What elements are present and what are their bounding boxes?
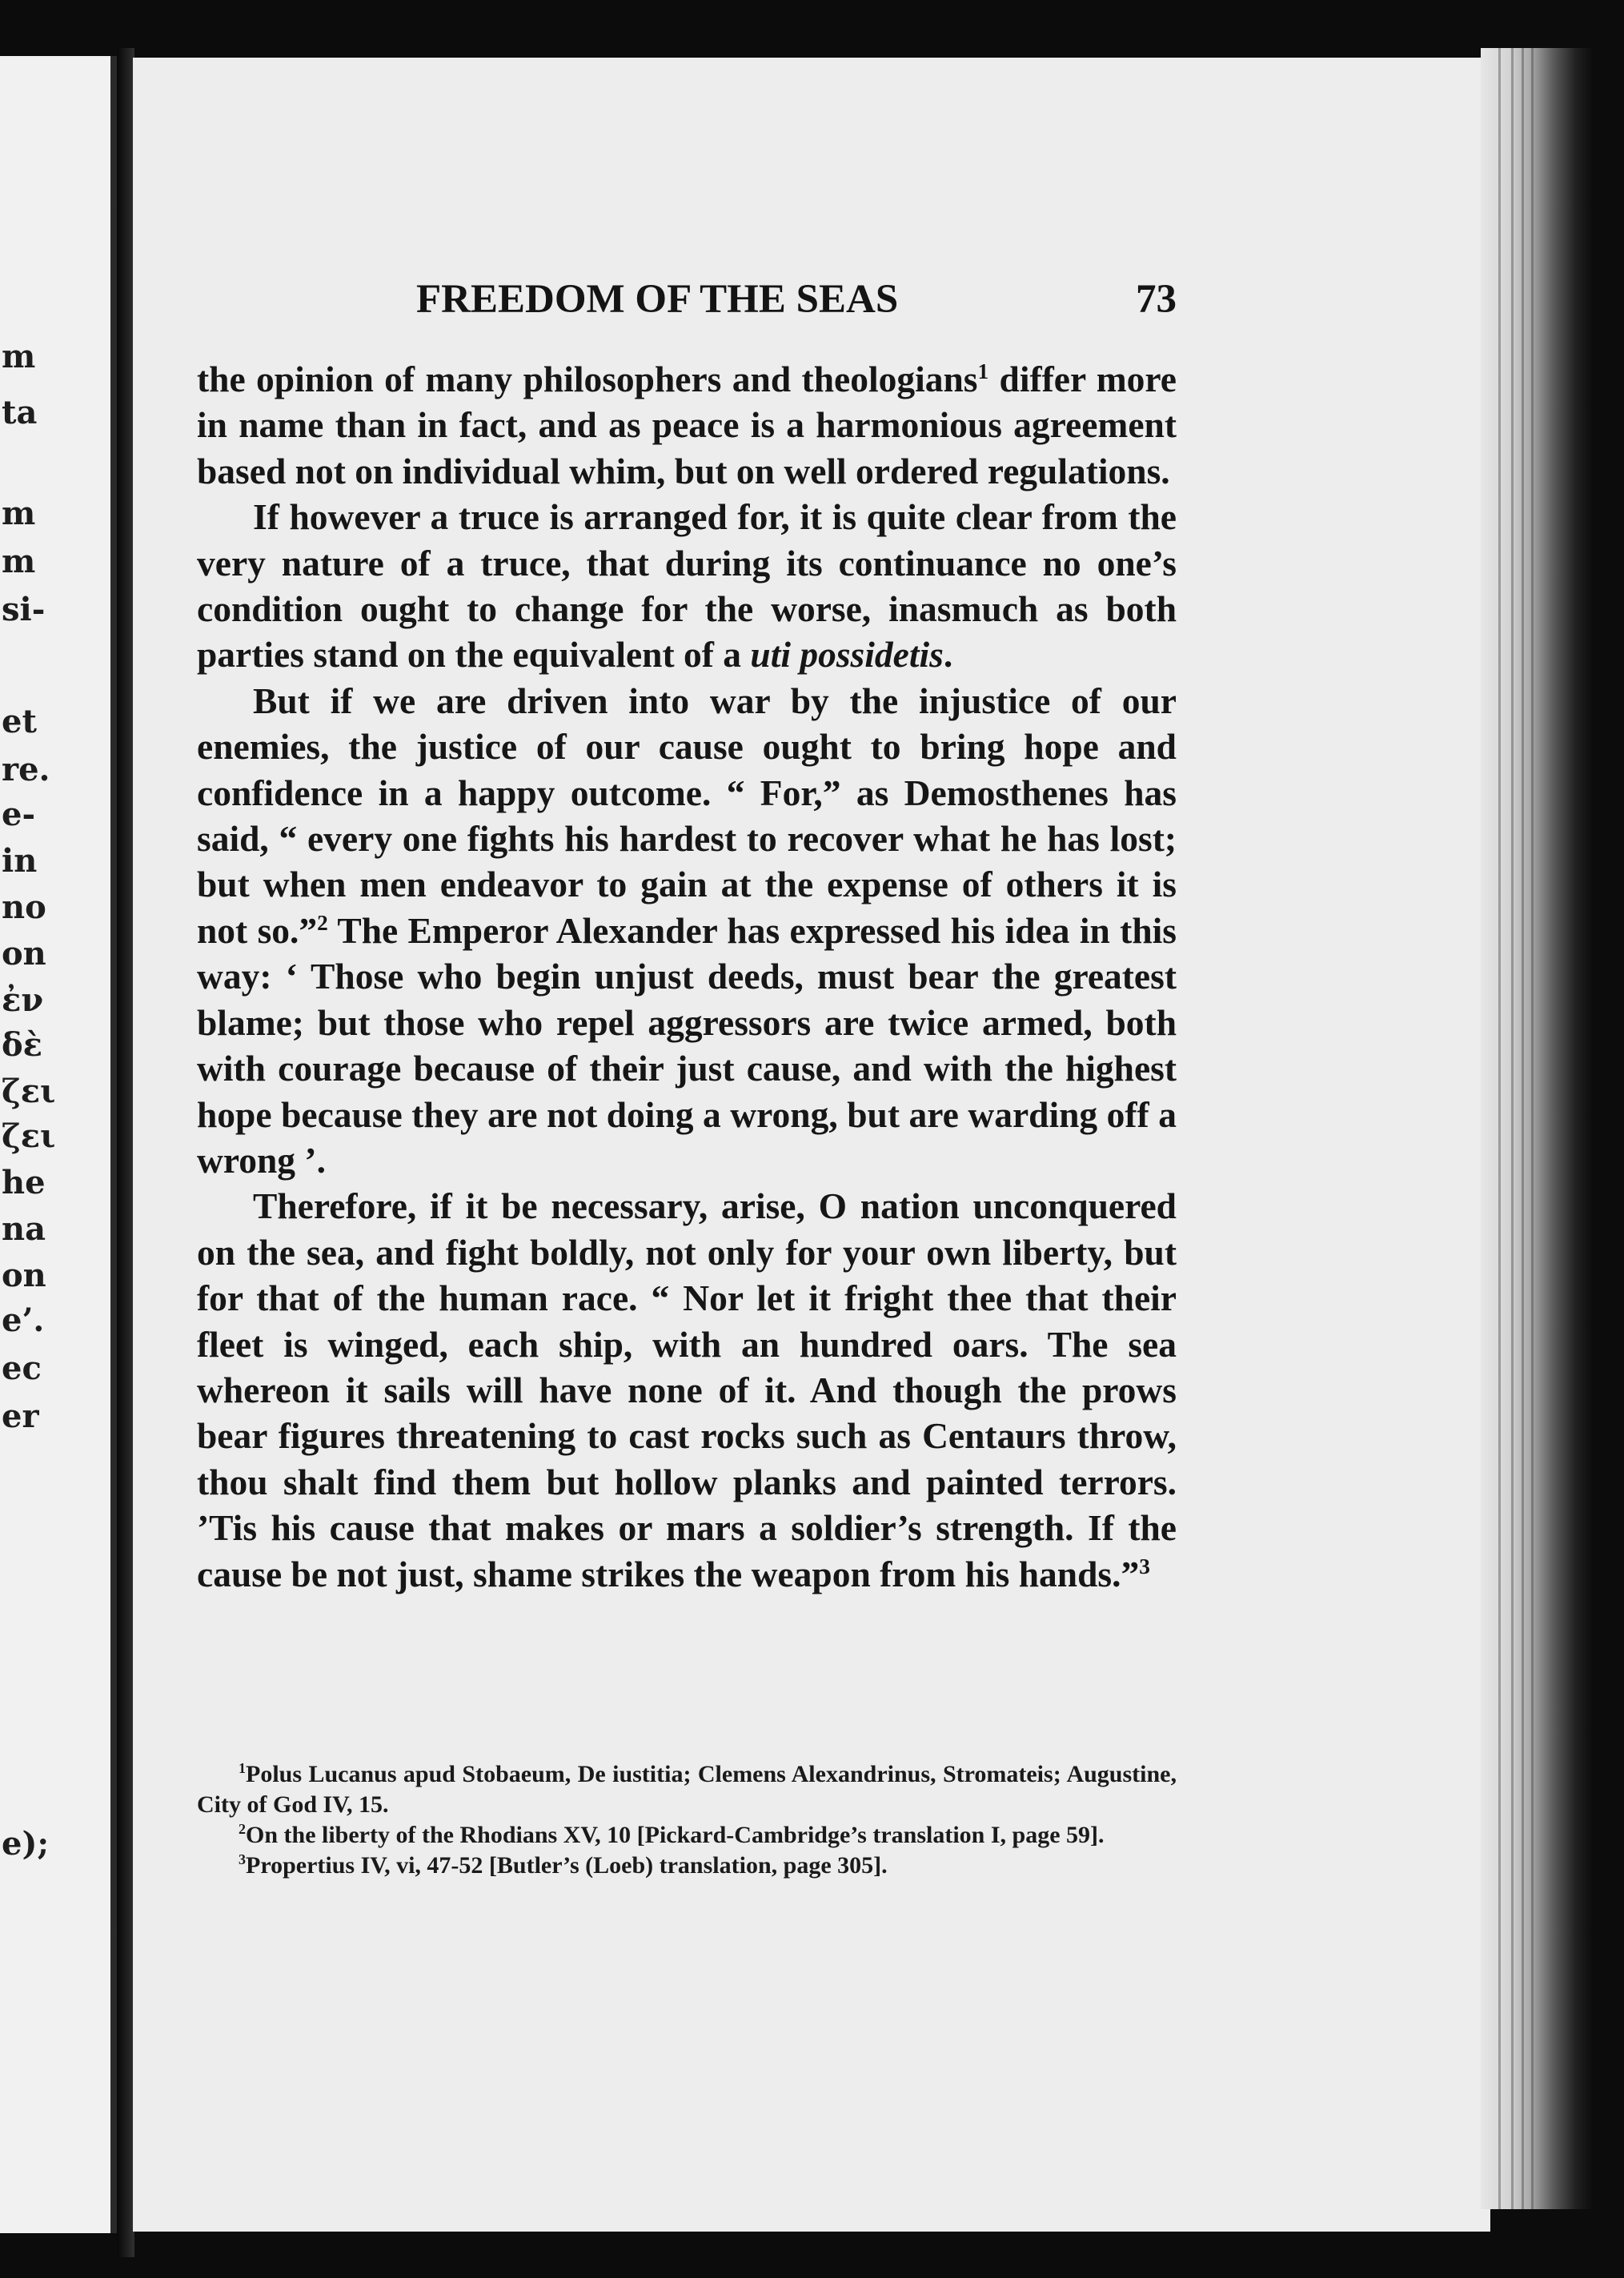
text-run: But if we are driven into war by the injustice of our enemies, the justice of our cause ought to bring hope and confidence in a happy outcome. “ For,” as Demosthenes has said, “ every one fights his hardest to recover what he has lost; but when men endeavor to gain at the expense of others it is not so.” [197,680,1177,951]
text-run: . [943,634,953,676]
book-gutter-shadow [117,48,134,2257]
latin-phrase: uti possidetis [750,634,944,676]
footnote [197,1820,1177,1851]
fragment: m [2,543,36,580]
fragment: er [2,1398,39,1435]
fragment: re. [2,751,50,788]
fragment: m [2,495,36,532]
fragment: on [2,1257,46,1294]
fragment: e- [2,796,36,833]
footnote-reference: 2 [317,910,328,935]
fragment: in [2,842,38,880]
fragment: et [2,703,37,740]
footnote-reference: 3 [1139,1554,1150,1578]
fragment: na [2,1210,46,1248]
footnote [197,1851,1177,1881]
fragment: no [2,888,46,926]
text-run: The Emperor Alexander has expressed his idea in this way: ‘ Those who begin unjust deeds, must bear the greatest blame; but those who repel aggressors are twice armed, both with courage because of their just cause, and with the highest hope because they are not doing a wrong, but are warding off a wrong ’. [197,909,1177,1181]
text-run: If however a truce is arranged for, it is quite clear from the very nature of a truce, that during its continuance no one’s condition ought to change for the worse, inasmuch as both parties stand on the equivalent of a [197,496,1177,676]
running-title: FREEDOM OF THE SEAS [416,277,899,322]
footnote-text: Propertius IV, vi, 47-52 [Butler’s (Loeb) translation, page 305]. [246,1852,888,1879]
fragment: e’. [2,1301,45,1339]
footnote [197,1759,1177,1820]
fragment: ta [2,394,38,431]
text-run: differ more in name than in fact, and as peace is a harmonious agreement based not on individual whim, but on well ordered regulations. [197,359,1177,491]
fragment: δὲ [2,1026,42,1064]
footnote-mark: 2 [239,1821,246,1837]
fragment: ζει [2,1117,56,1155]
paragraph [197,1183,1177,1597]
fragment: ἐν [2,981,44,1019]
fragment: on [2,935,46,973]
footnote-mark: 1 [239,1760,246,1776]
fragment: ζει [2,1073,56,1110]
fragment: m [2,338,36,375]
fragment: he [2,1164,46,1201]
text-run: Therefore, if it be necessary, arise, O nation unconquered on the sea, and fight boldly, not only for your own liberty, but for that of the human race. “ Nor let it fright thee that their fleet is winged, each ship, with an hundred oars. The sea whereon it sails will have none of it. And though the prows bear figures threatening to cast rocks such as Centaurs throw, thou shalt find them but hollow planks and painted terrors. ’Tis his cause that makes or mars a soldier’s strength. If the cause be not just, shame strikes the weapon from his hands.” [197,1185,1177,1594]
body-text [197,356,1177,1597]
paragraph [197,494,1177,678]
page-edge-stack [1481,48,1593,2209]
text-run: the opinion of many philosophers and theologians [197,359,978,399]
footnote-reference: 1 [977,359,989,383]
footnotes [197,1759,1177,1881]
facing-page-edge [0,56,117,2233]
paragraph [197,678,1177,1183]
footnote-text: On the liberty of the Rhodians XV, 10 [Pickard-Cambridge’s translation I, page 59]. [246,1822,1105,1848]
fragment: e); [2,1825,50,1863]
page-number: 73 [1136,277,1177,322]
fragment: ec [2,1350,42,1387]
footnote-mark: 3 [239,1851,246,1867]
paragraph [197,356,1177,494]
fragment: si- [2,591,46,628]
facing-page-text-fragments [0,56,110,2233]
footnote-text: Polus Lucanus apud Stobaeum, De iustitia; Clemens Alexandrinus, Stromateis; Augustine, City of God IV, 15. [197,1761,1177,1818]
